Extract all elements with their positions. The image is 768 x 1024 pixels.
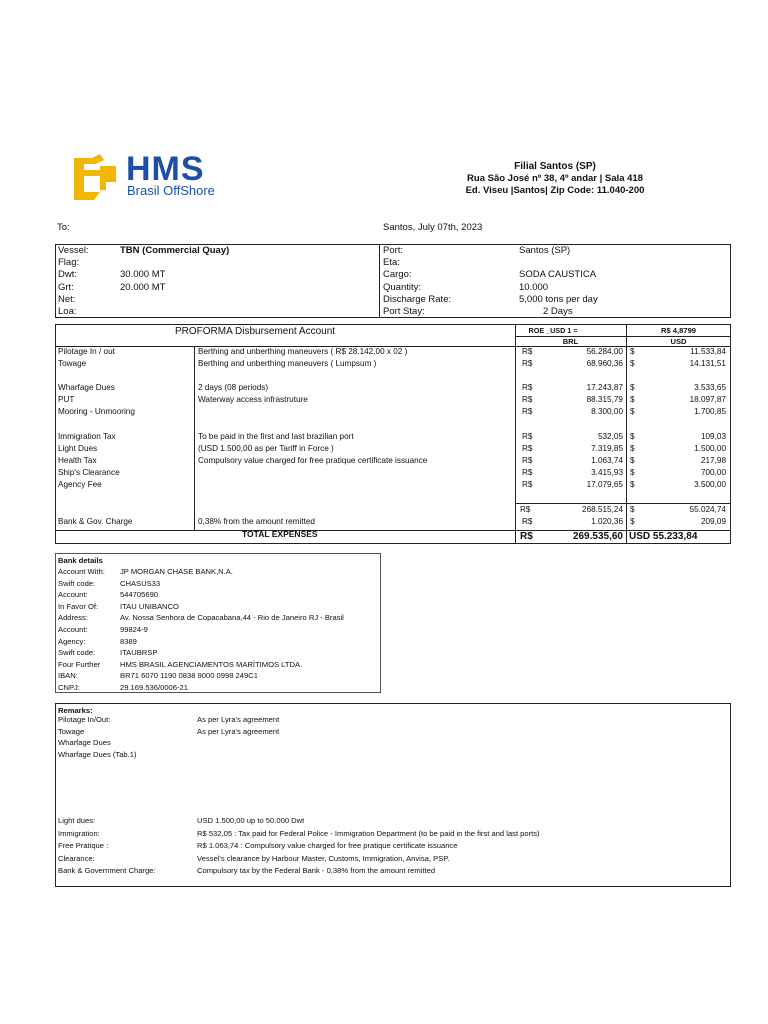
bank-detail-label: CNPJ:: [58, 683, 80, 692]
brl-header: BRL: [562, 337, 579, 346]
bank-detail-label: Address:: [58, 613, 88, 623]
bank-detail-value: Av. Nossa Senhora de Copacabana,44 - Rio de Janeiro RJ - Brasil: [120, 613, 344, 623]
subtotal-brl-currency: R$: [520, 505, 531, 514]
line-item-usd: 1.700,85: [694, 407, 726, 416]
vessel-info-label: Vessel:: [58, 245, 89, 256]
remark-label: Bank & Government Charge:: [58, 866, 156, 875]
bank-detail-value: 544705690: [120, 590, 159, 600]
line-item-name: Towage: [58, 359, 87, 368]
vessel-info-value: 20.000 MT: [120, 281, 166, 293]
remark-value: USD 1.500,00 up to 50.000 Dwt: [197, 816, 305, 825]
line-item-description: To be paid in the first and last brazilian port: [198, 432, 354, 441]
vessel-info-label: Loa:: [58, 306, 77, 317]
remark-label: Free Pratique :: [58, 841, 109, 850]
remark-value: As per Lyra's agreement: [197, 715, 280, 724]
bank-charge-desc: 0,38% from the amount remitted: [198, 517, 315, 526]
remark-label: Wharfage Dues: [58, 738, 111, 748]
line-item-usd: 109,03: [700, 432, 726, 441]
line-item-brl: 3.415,93: [591, 468, 623, 477]
remark-label: Immigration:: [58, 828, 100, 838]
total-label: TOTAL EXPENSES: [242, 529, 318, 539]
line-item-name: Immigration Tax: [58, 432, 116, 441]
vessel-info-value: 2 Days: [543, 306, 573, 317]
bank-charge-brl: 1.020,36: [591, 517, 623, 526]
logo-subtitle: Brasil OffShore: [127, 183, 215, 198]
remark-value: R$ 1.063,74 : Compulsory value charged for free pratique certificate issuance: [197, 841, 458, 850]
vessel-info-label: Grt:: [58, 281, 74, 293]
bank-detail-label: In Favor Of:: [58, 601, 99, 611]
remarks-title: Remarks:: [58, 706, 93, 715]
remark-label: Wharfage Dues (Tab.1): [58, 750, 137, 760]
line-item-description: Berthing and unberthing maneuvers ( Lumpsum ): [198, 359, 377, 368]
bank-detail-value: 29.169.536/0006-21: [120, 683, 188, 692]
line-item-usd: 3.533,65: [694, 383, 726, 392]
document-date: Santos, July 07th, 2023: [383, 222, 483, 233]
line-item-brl: 1.063,74: [591, 456, 623, 465]
vessel-info-value: SODA CAUSTICA: [519, 269, 597, 281]
branch-address-2: Ed. Viseu |Santos| Zip Code: 11.040-200: [465, 185, 645, 196]
line-item-name: Pilotage In / out: [58, 347, 115, 356]
line-item-brl: 7.319,85: [591, 444, 623, 453]
line-item-name: Wharfage Dues: [58, 383, 115, 392]
line-item-usd: 3.500,00: [694, 480, 726, 489]
roe-label: ROE _USD 1 =: [528, 326, 578, 335]
line-item-name: Ship's Clearance: [58, 468, 120, 477]
vessel-info-label: Eta:: [383, 257, 400, 269]
bank-detail-label: Account:: [58, 590, 88, 600]
vessel-info-value: 10.000: [519, 281, 549, 293]
line-item-brl-currency: R$: [522, 347, 533, 356]
bank-detail-label: Account With:: [58, 567, 105, 576]
line-item-brl-currency: R$: [522, 432, 533, 441]
line-item-name: PUT: [58, 395, 75, 404]
line-item-description: Compulsory value charged for free pratique certificate issuance: [198, 456, 428, 465]
bank-detail-value: ITAUBRSP: [120, 648, 158, 658]
line-item-description: Berthing and unberthing maneuvers ( R$ 28.142,00 x 02 ): [198, 347, 408, 356]
line-item-brl-currency: R$: [522, 444, 533, 453]
line-item-brl-currency: R$: [522, 395, 533, 404]
line-item-name: Health Tax: [58, 456, 97, 465]
line-item-description: (USD 1.500,00 as per Tariff in Force ): [198, 444, 334, 453]
line-item-name: Agency Fee: [58, 480, 102, 489]
line-item-name: Mooring - Unmooring: [58, 407, 135, 416]
line-item-brl: 68.960,36: [586, 359, 623, 368]
remark-value: Vessel's clearance by Harbour Master, Customs, Immigration, Anvisa, PSP.: [197, 853, 450, 863]
bank-detail-value: HMS BRASIL AGENCIAMENTOS MARÍTIMOS LTDA.: [120, 659, 303, 669]
remark-label: Clearance:: [58, 853, 95, 863]
line-item-brl: 56.284,00: [586, 347, 623, 356]
line-item-usd-currency: $: [630, 359, 635, 368]
subtotal-brl: 268.515,24: [582, 505, 623, 514]
remark-value: As per Lyra's agreement: [197, 726, 280, 736]
line-item-usd: 700,00: [700, 468, 726, 477]
line-item-brl: 88.315,79: [586, 395, 623, 404]
line-item-brl: 17.243,87: [586, 383, 623, 392]
vessel-info-label: Port:: [383, 245, 404, 256]
bank-detail-label: Four Further: [58, 659, 101, 669]
line-item-usd: 1.500,00: [694, 444, 726, 453]
subtotal-usd: 55.024,74: [689, 505, 726, 514]
bank-detail-label: Account:: [58, 625, 88, 634]
bank-detail-label: Swift code:: [58, 648, 96, 658]
remark-value: Compulsory tax by the Federal Bank - 0,38% from the amount remitted: [197, 866, 436, 875]
vessel-info-value: Santos (SP): [519, 245, 571, 256]
bank-charge-usd-currency: $: [630, 517, 635, 526]
line-item-brl-currency: R$: [522, 359, 533, 368]
line-item-brl: 532,05: [597, 432, 623, 441]
bank-detail-label: Agency:: [58, 636, 86, 646]
line-item-brl-currency: R$: [522, 468, 533, 477]
bank-detail-label: IBAN:: [58, 671, 78, 681]
line-item-usd: 217,98: [700, 456, 726, 465]
bank-detail-value: 8389: [120, 636, 137, 646]
line-item-usd-currency: $: [630, 407, 635, 416]
line-item-brl: 17.079,65: [586, 480, 623, 489]
vessel-info-value: TBN (Commercial Quay): [120, 245, 230, 256]
remark-label: Light dues:: [58, 816, 96, 825]
line-item-brl-currency: R$: [522, 407, 533, 416]
line-item-brl-currency: R$: [522, 383, 533, 392]
vessel-info-label: Discharge Rate:: [383, 293, 452, 305]
remark-label: Pilotage In/Out:: [58, 715, 111, 724]
remark-value: R$ 532,05 : Tax paid for Federal Police - Immigration Department (to be paid in the first and last ports): [197, 828, 540, 838]
line-item-usd-currency: $: [630, 468, 635, 477]
line-item-usd-currency: $: [630, 480, 635, 489]
subtotal-usd-currency: $: [630, 505, 635, 514]
bank-detail-value: JP MORGAN CHASE BANK,N.A.: [120, 567, 233, 576]
line-item-brl: 8.300,00: [591, 407, 623, 416]
bank-detail-value: 99824-9: [120, 625, 148, 634]
vessel-info-value: 5,000 tons per day: [519, 293, 598, 305]
bank-detail-value: CHASUS33: [120, 578, 161, 588]
vessel-info-label: Flag:: [58, 257, 80, 269]
bank-detail-value: BR71 6070 1190 0838 9000 0998 249C1: [120, 671, 258, 681]
bank-detail-label: Swift code:: [58, 578, 96, 588]
line-item-brl-currency: R$: [522, 480, 533, 489]
line-item-usd: 14.131,51: [689, 359, 726, 368]
roe-value: R$ 4,8799: [660, 326, 697, 335]
line-item-usd-currency: $: [630, 444, 635, 453]
vessel-info-value: 30.000 MT: [120, 269, 166, 281]
line-item-description: 2 days (08 periods): [198, 383, 269, 392]
bank-charge-name: Bank & Gov. Charge: [58, 517, 133, 526]
total-brl: 269.535,60: [572, 531, 623, 542]
line-item-usd-currency: $: [630, 456, 635, 465]
vessel-info-label: Quantity:: [383, 281, 422, 293]
line-item-usd-currency: $: [630, 347, 635, 356]
remark-label: Towage: [58, 726, 85, 736]
vessel-info-label: Dwt:: [58, 269, 77, 281]
vessel-info-label: Net:: [58, 293, 76, 305]
bank-details-title: Bank details: [58, 556, 103, 565]
total-brl-currency: R$: [520, 531, 533, 542]
branch-address-1: Rua São José nº 38, 4º andar | Sala 418: [467, 173, 643, 184]
line-item-description: Waterway access infrastruture: [198, 395, 308, 404]
total-usd: USD 55.233,84: [629, 531, 698, 542]
usd-header: USD: [670, 337, 687, 346]
branch-title: Filial Santos (SP): [514, 161, 596, 172]
proforma-title: PROFORMA Disbursement Account: [175, 326, 336, 337]
hms-logo: [70, 152, 240, 204]
to-label: To:: [57, 222, 70, 233]
line-item-usd-currency: $: [630, 395, 635, 404]
logo-brand: HMS: [126, 150, 205, 188]
line-item-usd: 11.533,84: [690, 347, 726, 356]
hms-logo-mark-icon: [70, 152, 122, 202]
line-item-brl-currency: R$: [522, 456, 533, 465]
line-item-name: Light Dues: [58, 444, 98, 453]
bank-detail-value: ITAU UNIBANCO: [120, 601, 179, 611]
bank-charge-usd: 209,09: [700, 517, 726, 526]
line-item-usd-currency: $: [630, 432, 635, 441]
vessel-info-label: Cargo:: [383, 269, 412, 281]
vessel-info-label: Port Stay:: [383, 306, 425, 317]
line-item-usd: 18.097,87: [689, 395, 726, 404]
line-item-usd-currency: $: [630, 383, 635, 392]
bank-charge-brl-currency: R$: [522, 517, 533, 526]
